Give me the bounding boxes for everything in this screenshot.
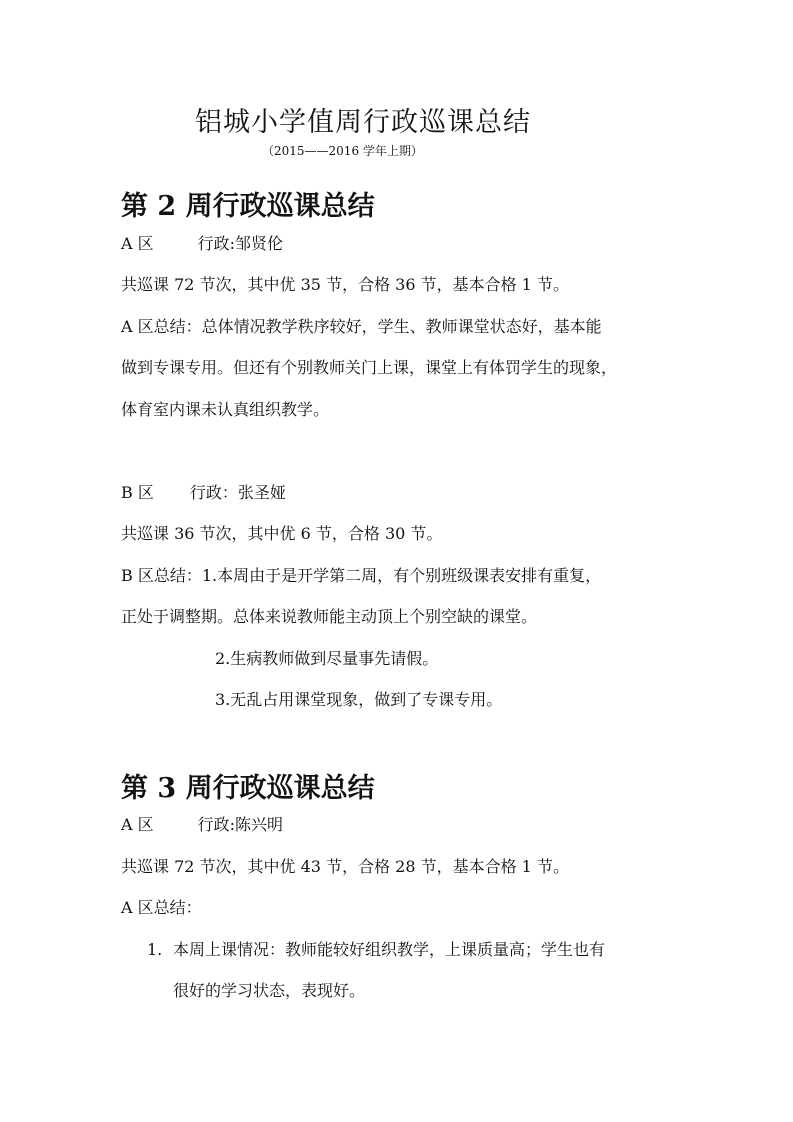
week2-heading: 第 2 周行政巡课总结 xyxy=(121,191,375,222)
week3-a-zone-item1-line1: 本周上课情况：教师能较好组织教学，上课质量高；学生也有 xyxy=(173,940,606,959)
week3-a-zone-admin: 行政:陈兴明 xyxy=(197,815,284,834)
week2-b-zone-admin: 行政：张圣娅 xyxy=(189,483,286,502)
week2-b-zone-label: B 区 xyxy=(121,483,154,502)
document-subtitle: （2015——2016 学年上期） xyxy=(262,144,423,158)
week2-a-zone-admin: 行政:邹贤伦 xyxy=(197,234,284,253)
week3-a-zone-item1-line2: 很好的学习状态，表现好。 xyxy=(173,981,366,1000)
week2-a-zone-summary-line1: A 区总结：总体情况教学秩序较好，学生、教师课堂状态好，基本能 xyxy=(121,317,602,336)
week2-a-zone-summary-line3: 体育室内课未认真组织教学。 xyxy=(121,400,330,419)
week3-a-zone-item1-number: 1. xyxy=(147,940,163,959)
week2-b-zone-header xyxy=(121,483,286,503)
week2-a-zone-stats: 共巡课 72 节次，其中优 35 节，合格 36 节，基本合格 1 节。 xyxy=(121,275,569,294)
week2-b-zone-stats: 共巡课 36 节次，其中优 6 节，合格 30 节。 xyxy=(121,524,443,543)
week2-b-zone-item3: 3.无乱占用课堂现象，做到了专课专用。 xyxy=(215,690,503,709)
week3-a-zone-header xyxy=(121,815,283,835)
week2-b-zone-item2: 2.生病教师做到尽量事先请假。 xyxy=(215,649,439,668)
week2-a-zone-summary-line2: 做到专课专用。但还有个别教师关门上课，课堂上有体罚学生的现象， xyxy=(121,358,618,377)
week2-b-zone-summary-line1: B 区总结：1.本周由于是开学第二周，有个别班级课表安排有重复， xyxy=(121,566,602,585)
week2-b-zone-summary-line2: 正处于调整期。总体来说教师能主动顶上个别空缺的课堂。 xyxy=(121,607,538,626)
week3-heading: 第 3 周行政巡课总结 xyxy=(121,773,375,804)
week2-a-zone-header xyxy=(121,234,283,254)
week3-a-zone-summary-label: A 区总结： xyxy=(121,898,202,917)
week3-a-zone-stats: 共巡课 72 节次，其中优 43 节，合格 28 节，基本合格 1 节。 xyxy=(121,857,569,876)
week2-a-zone-label: A 区 xyxy=(121,234,154,253)
week3-a-zone-label: A 区 xyxy=(121,815,154,834)
document-title: 铝城小学值周行政巡课总结 xyxy=(195,107,531,138)
